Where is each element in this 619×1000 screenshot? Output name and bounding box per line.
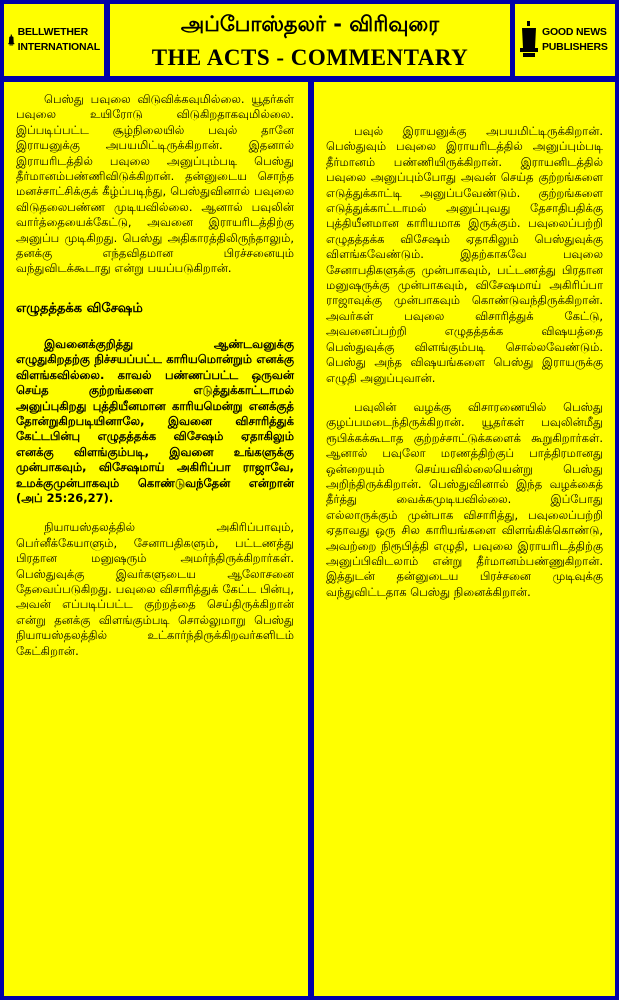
logo-left-line2: INTERNATIONAL bbox=[17, 41, 100, 53]
building-icon bbox=[519, 20, 539, 60]
tamil-title: அப்போஸ்தலர் - விரிவுரை bbox=[180, 12, 440, 36]
good-news-logo bbox=[515, 4, 615, 76]
bell-icon bbox=[8, 20, 15, 60]
english-title: THE ACTS - COMMENTARY bbox=[151, 45, 469, 70]
logo-right-line1: GOOD NEWS bbox=[542, 26, 607, 38]
logo-left-line1: BELLWETHER bbox=[17, 26, 88, 38]
right-column bbox=[314, 82, 615, 996]
left-paragraph-1: பெஸ்து பவுலை விடுவிக்கவுமில்லை. யூதர்கள் பவுலை உயிரோடு விடுகிறதாகவுமில்லை. இப்படிப்பட்ட சூழ்நிலையில் பவுல் தானே இராயனுக்கு அபயமிட்டிருக்கிறான். இதனால் இராயரிடத்தில் பவுலை அனுப்பும்படி பெஸ்து தீர்மானம்பண்ணிவிடுக்கிறான். தன்னுடைய சொந்த மனச்சாட்சிக்குக் கீழ்ப்படிந்து, பெஸ்துவினால் பவுலை விடுதலைபண்ண முடியவில்லை. ஆனால் பவுலின் வார்த்தையைக்கேட்டு, அவனை இராயரிடத்திற்கு அனுப்ப முடிகிறது. பெஸ்து அதிகாரத்திலிருந்தாலும், தனக்கு எந்தவிதமான பிரச்சனையும் வந்துவிடக்கூடாது என்று பயப்படுகிறான். bbox=[16, 92, 294, 276]
bellwether-logo bbox=[4, 4, 104, 76]
scripture-quote: இவனைக்குறித்து ஆண்டவனுக்கு எழுதுகிறதற்கு நிச்சயப்பட்ட காரியமொன்றும் எனக்கு விளங்கவில்லை. காவல் பண்ணப்பட்ட ஒருவன் செய்த குற்றங்களை எடுத்துக்காட்டாமல் அனுப்புகிறது புத்தியீனமான காரியமென்று எனக்குத் தோன்றுகிறபடியினாலே, இவனை விசாரித்துக் கேட்டபின்பு எழுதத்தக்க விசேஷம் ஏதாகிலும் எனக்கு விளங்கும்படி, இவனை உங்களுக்கு முன்பாகவும், விசேஷமாய் அகிரிப்பா ராஜாவே, உமக்குமுன்பாகவும் கொண்டுவந்தேன் என்றான் (அப் 25:26,27). bbox=[16, 336, 294, 505]
left-paragraph-3: நியாயஸ்தலத்தில் அகிரிப்பாவும், பெர்னீக்கேயாளும், சேனாபதிகளும், பட்டணத்து பிரதான மனுஷரும் அமர்ந்திருக்கிறார்கள். பெஸ்துவுக்கு இவர்களுடைய ஆலோசனை தேவைப்படுகிறது. பவுலை விசாரித்துக் கேட்ட பின்பு, அவன் எப்படிப்பட்ட குற்றத்தை செய்திருக்கிறான் என்று தனக்கு விளங்கும்படி சொல்லுமாறு பெஸ்து நியாயஸ்தலத்தில் உட்கார்ந்திருக்கிறவர்களிடம் கேட்கிறான். bbox=[16, 520, 294, 658]
left-column bbox=[4, 82, 308, 996]
logo-right-line2: PUBLISHERS bbox=[542, 41, 608, 53]
section-heading: எழுதத்தக்க விசேஷம் bbox=[16, 300, 143, 316]
page-header bbox=[110, 4, 510, 76]
right-paragraph-2: பவுலின் வழக்கு விசாரணையில் பெஸ்து குழப்பமடைந்திருக்கிறான். யூதர்கள் பவுலின்மீது ரூபிக்கக்கூடாத குற்றச்சாட்டுக்களைக் கூறுகிறார்கள். ஆனால் பவுலோ மரணத்திற்குப் பாத்திரமானது ஒன்றையும் செய்யவில்லையென்று பெஸ்து அறிந்திருக்கிறான். பெஸ்துவினால் இந்த வழக்கைத் தீர்த்து வைக்கமுடியவில்லை. இப்போது எல்லாருக்கும் முன்பாக விசாரித்து, பவுலைப்பற்றி ஏதாவது ஒரு சில காரியங்களை விளங்கிக்கொண்டு, அவற்றை நிரூபித்தி எழுதி, பவுலை இராயரிடத்திற்கு அனுப்பிவிடலாம் என்று தீர்மானம்பண்ணுகிறான். இத்துடன் தன்னுடைய பிரச்சனை முடிவுக்கு வந்துவிட்டதாக பெஸ்து நினைக்கிறான். bbox=[326, 399, 603, 599]
right-paragraph-1: பவுல் இராயனுக்கு அபயமிட்டிருக்கிறான். பெஸ்துவும் பவுலை இராயரிடத்தில் அனுப்பும்படி தீர்மானம் பண்ணியிருக்கிறான். இராயனிடத்தில் பவுலை அனுப்பும்போது அவன் செய்த குற்றங்களை எடுத்துக்காட்டி அனுப்பவேண்டும். குற்றங்களை எடுத்துக்காட்டாமல் அனுப்புவது தேசாதிபதிக்கு புத்தியீனமான காரியமாக இருக்கும். பவுலைப்பற்றி எழுதத்தக்க விசேஷம் ஏதாகிலும் பெஸ்துவுக்கு விளங்கவேண்டும். இதற்காகவே பவுலை சேனாபதிகளுக்கு முன்பாகவும், பட்டணத்து பிரதான மனுஷருக்கு முன்பாகவும், விசேஷமாய் அகிரிப்பா ராஜாவுக்கு முன்பாகவும் கொண்டுவந்திருக்கிறான். அவர்கள் பவுலை விசாரித்துக் கேட்டு, அவனைப்பற்றி எழுதத்தக்க விஷயத்தை பெஸ்துவுக்கு விளங்கும்படி சொல்லவேண்டும். பெஸ்து அந்த விஷயங்களை பெஸ்து இராயருக்கு எழுதி அனுப்புவான். bbox=[326, 124, 603, 385]
